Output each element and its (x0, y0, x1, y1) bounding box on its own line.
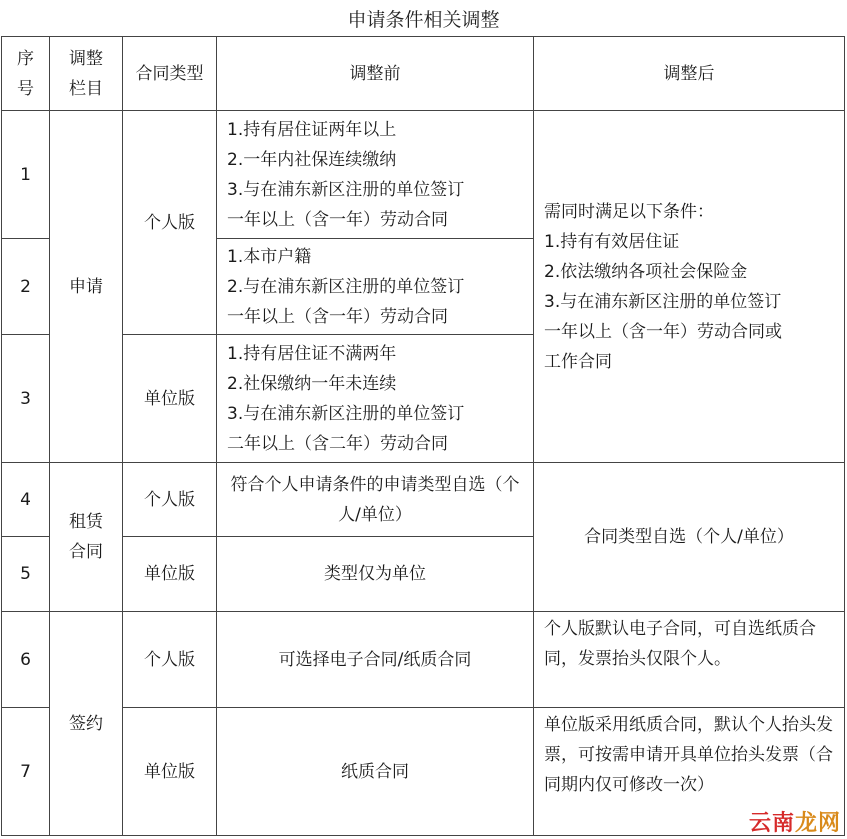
before-line: 二年以上（含二年）劳动合同 (227, 433, 448, 454)
seq-cell: 6 (2, 612, 50, 708)
before-line: 2.一年内社保连续缴纳 (227, 149, 397, 170)
header-row (2, 37, 845, 111)
after-line: 3.与在浦东新区注册的单位签订 (544, 291, 782, 312)
table-row (2, 463, 845, 537)
section-lease: 租赁合同 (50, 463, 123, 612)
after-line: 需同时满足以下条件： (544, 201, 714, 222)
before-line: 3.与在浦东新区注册的单位签订 (227, 403, 465, 424)
after-sign-personal-cell: 个人版默认电子合同，可自选纸质合同，发票抬头仅限个人。 (534, 612, 845, 708)
seq-cell: 1 (2, 111, 50, 239)
seq-cell: 5 (2, 537, 50, 612)
before-line: 一年以上（含一年）劳动合同 (227, 209, 448, 230)
before-cell-4: 符合个人申请条件的申请类型自选（个人/单位） (217, 463, 534, 537)
header-before: 调整前 (217, 37, 534, 111)
after-lease-cell: 合同类型自选（个人/单位） (534, 463, 845, 612)
after-sign-unit-cell: 单位版采用纸质合同，默认个人抬头发票，可按需申请开具单位抬头发票（合同期内仅可修改一次） (534, 708, 845, 836)
section-apply: 申请 (50, 111, 123, 463)
type-unit: 单位版 (123, 537, 217, 612)
before-cell-6: 可选择电子合同/纸质合同 (217, 612, 534, 708)
after-line: 1.持有有效居住证 (544, 231, 680, 252)
table-row (2, 111, 845, 239)
type-personal: 个人版 (123, 111, 217, 335)
before-line: 1.本市户籍 (227, 246, 312, 267)
watermark-logo (749, 806, 841, 837)
table-row (2, 612, 845, 708)
table-row (2, 708, 845, 836)
before-line: 3.与在浦东新区注册的单位签订 (227, 179, 465, 200)
before-cell-5: 类型仅为单位 (217, 537, 534, 612)
before-cell-7: 纸质合同 (217, 708, 534, 836)
after-line: 工作合同 (544, 351, 612, 372)
before-line: 2.与在浦东新区注册的单位签订 (227, 276, 465, 297)
header-column: 调整栏目 (50, 37, 123, 111)
page-title: 申请条件相关调整 (347, 8, 500, 31)
before-cell-3 (217, 335, 534, 463)
watermark-part1: 云南 (748, 811, 795, 836)
watermark-part2: 龙网 (794, 811, 841, 836)
header-seq: 序号 (2, 37, 50, 111)
before-line: 1.持有居住证两年以上 (227, 119, 397, 140)
type-unit: 单位版 (123, 708, 217, 836)
section-sign: 签约 (50, 612, 123, 836)
type-personal: 个人版 (123, 612, 217, 708)
after-line: 一年以上（含一年）劳动合同或 (544, 321, 782, 342)
type-unit: 单位版 (123, 335, 217, 463)
conditions-table (1, 36, 845, 836)
before-line: 2.社保缴纳一年未连续 (227, 373, 397, 394)
after-apply-cell (534, 111, 845, 463)
seq-cell: 2 (2, 239, 50, 335)
seq-cell: 7 (2, 708, 50, 836)
before-cell-2 (217, 239, 534, 335)
seq-cell: 4 (2, 463, 50, 537)
before-cell-1 (217, 111, 534, 239)
header-after: 调整后 (534, 37, 845, 111)
after-line: 2.依法缴纳各项社会保险金 (544, 261, 748, 282)
header-contract-type: 合同类型 (123, 37, 217, 111)
seq-cell: 3 (2, 335, 50, 463)
before-line: 一年以上（含一年）劳动合同 (227, 306, 448, 327)
before-line: 1.持有居住证不满两年 (227, 343, 397, 364)
type-personal: 个人版 (123, 463, 217, 537)
